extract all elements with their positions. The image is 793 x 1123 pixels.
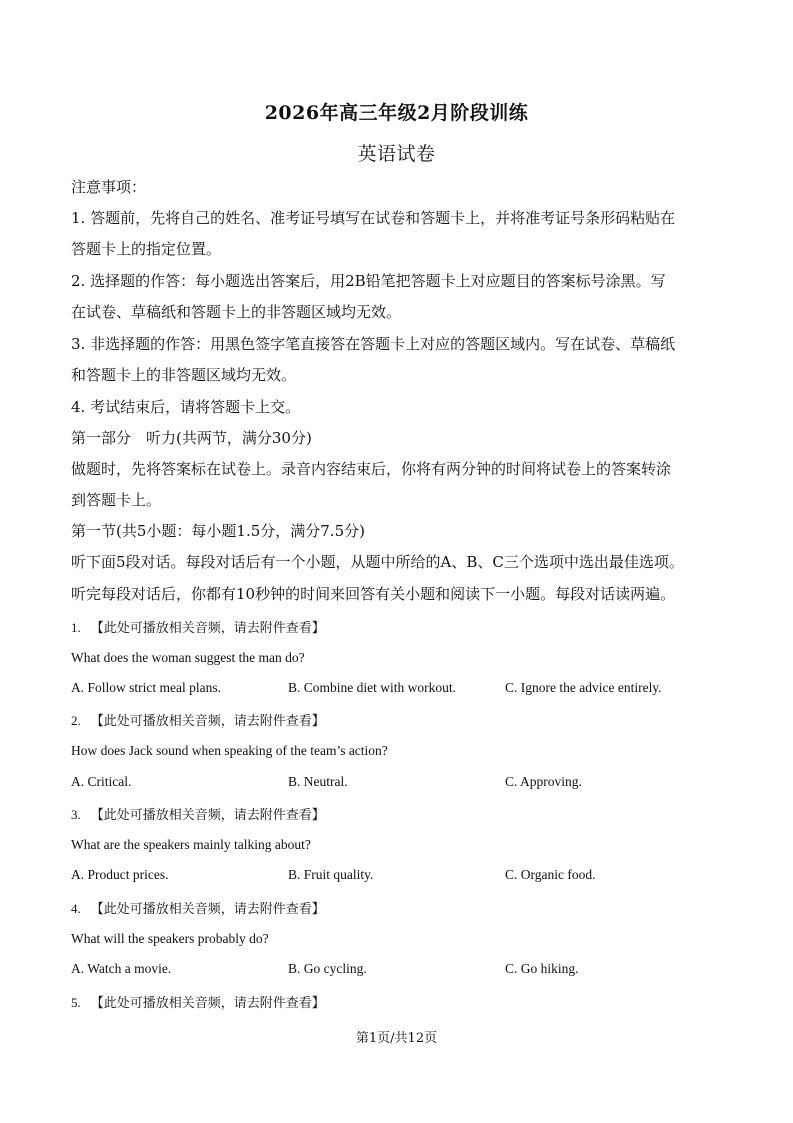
- question-1-audio[interactable]: [71, 617, 325, 636]
- note-line: 答题卡上的指定位置。: [71, 240, 222, 258]
- part1-heading: 第一部分 听力(共两节，满分30分): [71, 429, 312, 447]
- section1-intro-line: 听完每段对话后，你都有10秒钟的时间来回答有关小题和阅读下一小题。每段对话读两遍。: [71, 585, 676, 603]
- audio-placeholder: 【此处可播放相关音频，请去附件查看】: [90, 621, 325, 636]
- question-4-option-b: B. Go cycling.: [288, 961, 367, 976]
- question-1-option-a: A. Follow strict meal plans.: [71, 680, 221, 695]
- question-2-option-c: C. Approving.: [505, 774, 582, 789]
- notes-heading: 注意事项：: [71, 178, 147, 196]
- question-3-option-c: C. Organic food.: [505, 867, 596, 882]
- audio-placeholder: 【此处可播放相关音频，请去附件查看】: [90, 714, 325, 729]
- audio-placeholder: 【此处可播放相关音频，请去附件查看】: [90, 902, 325, 917]
- note-line: 在试卷、草稿纸和答题卡上的非答题区域均无效。: [71, 303, 402, 321]
- exam-subject: 英语试卷: [357, 143, 436, 165]
- question-1-option-b: B. Combine diet with workout.: [288, 680, 456, 695]
- question-3-option-b: B. Fruit quality.: [288, 867, 374, 882]
- question-2-option-b: B. Neutral.: [288, 774, 348, 789]
- question-1-option-c: C. Ignore the advice entirely.: [505, 680, 662, 695]
- note-line: 和答题卡上的非答题区域均无效。: [71, 366, 297, 384]
- question-2-text: How does Jack sound when speaking of the team’s action?: [71, 743, 388, 758]
- question-4-audio[interactable]: [71, 898, 325, 917]
- question-4-text: What will the speakers probably do?: [71, 931, 269, 946]
- section1-heading: 第一节(共5小题：每小题1.5分，满分7.5分): [71, 522, 365, 540]
- question-1-text: What does the woman suggest the man do?: [71, 650, 305, 665]
- exam-title: 2026年高三年级2月阶段训练: [264, 102, 529, 124]
- part1-intro-line: 到答题卡上。: [71, 491, 162, 509]
- question-3-text: What are the speakers mainly talking about?: [71, 837, 311, 852]
- question-number: 1.: [71, 620, 81, 635]
- question-4-option-c: C. Go hiking.: [505, 961, 579, 976]
- audio-placeholder: 【此处可播放相关音频，请去附件查看】: [90, 808, 325, 823]
- section1-intro-line: 听下面5段对话。每段对话后有一个小题，从题中所给的A、B、C三个选项中选出最佳选项。: [71, 553, 684, 571]
- question-number: 5.: [71, 995, 81, 1010]
- note-line: 2. 选择题的作答：每小题选出答案后，用2B铅笔把答题卡上对应题目的答案标号涂黑。写: [71, 272, 666, 290]
- question-3-audio[interactable]: [71, 804, 325, 823]
- note-line: 1. 答题前，先将自己的姓名、准考证号填写在试卷和答题卡上，并将准考证号条形码粘贴在: [71, 209, 676, 227]
- note-line: 3. 非选择题的作答：用黑色签字笔直接答在答题卡上对应的答题区域内。写在试卷、草稿纸: [71, 335, 676, 353]
- question-2-option-a: A. Critical.: [71, 774, 132, 789]
- question-5-audio[interactable]: [71, 992, 325, 1011]
- part1-intro-line: 做题时，先将答案标在试卷上。录音内容结束后，你将有两分钟的时间将试卷上的答案转涂: [71, 460, 672, 478]
- question-2-audio[interactable]: [71, 710, 325, 729]
- audio-placeholder: 【此处可播放相关音频，请去附件查看】: [90, 996, 325, 1011]
- question-4-option-a: A. Watch a movie.: [71, 961, 172, 976]
- question-3-option-a: A. Product prices.: [71, 867, 169, 882]
- page-number: 第1页/共12页: [355, 1031, 438, 1046]
- question-number: 4.: [71, 901, 81, 916]
- question-number: 2.: [71, 713, 81, 728]
- question-number: 3.: [71, 807, 81, 822]
- note-line: 4. 考试结束后，请将答题卡上交。: [71, 398, 301, 416]
